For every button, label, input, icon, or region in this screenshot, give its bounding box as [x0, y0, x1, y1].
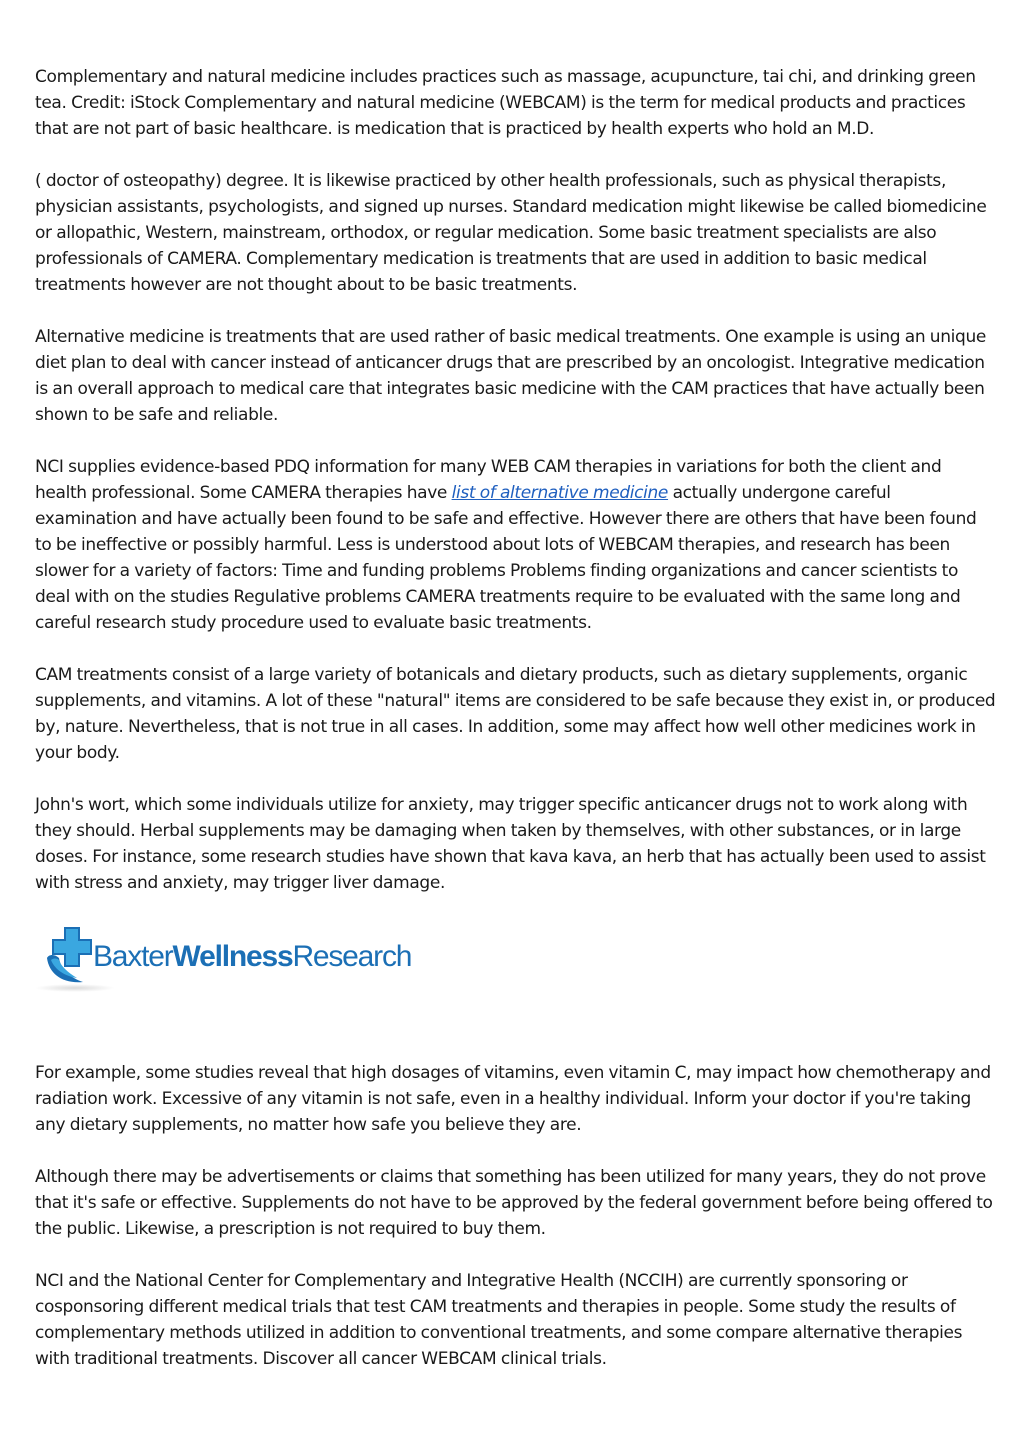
paragraph-8: Although there may be advertisements or claims that something has been utilized for many years, they do not prove that it's safe or effective. Supplements do not have to be approved by the federal government before being offered to the public. Likewise, a prescription is not required to buy them.	[35, 1167, 993, 1239]
paragraph-7: For example, some studies reveal that high dosages of vitamins, even vitamin C, may impact how chemotherapy and radiation work. Excessive of any vitamin is not safe, even in a healthy individual. Inform your doctor if you're taking any dietary supplements, no matter how safe you believe they are.	[35, 1063, 991, 1135]
medical-cross-hand-icon	[41, 924, 103, 988]
logo-word-wellness: Wellness	[172, 940, 293, 973]
paragraph-6: John's wort, which some individuals utilize for anxiety, may trigger specific anticancer drugs not to work along with they should. Herbal supplements may be damaging when taken by themselves, with other substances, or in large doses. For instance, some research studies have shown that kava kava, an herb that has actually been used to assist with stress and anxiety, may trigger liver damage.	[35, 795, 986, 893]
logo-wordmark	[93, 940, 411, 974]
logo-banner	[35, 922, 997, 1014]
baxter-wellness-research-logo	[41, 924, 411, 988]
logo-shadow	[35, 984, 115, 992]
logo-word-research: Research	[292, 940, 412, 973]
paragraph-4-text-before: NCI supplies evidence-based PDQ information for many WEB CAM therapies in variations for both the client and health professional. Some CAMERA therapies have	[35, 457, 942, 503]
paragraph-5: CAM treatments consist of a large variety of botanicals and dietary products, such as dietary supplements, organic supplements, and vitamins. A lot of these "natural" items are considered to be safe because they exist in, or produced by, nature. Nevertheless, that is not true in all cases. In addition, some may affect how well other medicines work in your body.	[35, 665, 996, 763]
paragraph-3: Alternative medicine is treatments that are used rather of basic medical treatments. One example is using an unique diet plan to deal with cancer instead of anticancer drugs that are prescribed by an oncologist. Integrative medication is an overall approach to medical care that integrates basic medicine with the CAM practices that have actually been shown to be safe and reliable.	[35, 327, 986, 425]
paragraph-4	[35, 454, 997, 636]
alternative-medicine-link[interactable]: list of alternative medicine	[451, 483, 669, 503]
logo-word-baxter: Baxter	[93, 940, 173, 973]
paragraph-1: Complementary and natural medicine includes practices such as massage, acupuncture, tai chi, and drinking green tea. Credit: iStock Complementary and natural medicine (WEBCAM) is the term for medical products and practices that are not part of basic healthcare. is medication that is practiced by health experts who hold an M.D.	[35, 67, 976, 139]
paragraph-2: ( doctor of osteopathy) degree. It is likewise practiced by other health professionals, such as physical therapists, physician assistants, psychologists, and signed up nurses. Standard medication might likewise be called biomedicine or allopathic, Western, mainstream, orthodox, or regular medication. Some basic treatment specialists are also professionals of CAMERA. Complementary medication is treatments that are used in addition to basic medical treatments however are not thought about to be basic treatments.	[35, 171, 987, 295]
document-page	[35, 64, 997, 1398]
paragraph-9: NCI and the National Center for Complementary and Integrative Health (NCCIH) are currently sponsoring or cosponsoring different medical trials that test CAM treatments and therapies in people. Some study the results of complementary methods utilized in addition to conventional treatments, and some compare alternative therapies with traditional treatments. Discover all cancer WEBCAM clinical trials.	[35, 1271, 963, 1369]
paragraph-4-text-after: actually undergone careful examination and have actually been found to be safe and effective. However there are others that have been found to be ineffective or possibly harmful. Less is understood about lots of WEBCAM therapies, and research has been slower for a variety of factors: Time and funding problems Problems finding organizations and cancer scientists to deal with on the studies Regulative problems CAMERA treatments require to be evaluated with the same long and careful research study procedure used to evaluate basic treatments.	[35, 483, 977, 633]
